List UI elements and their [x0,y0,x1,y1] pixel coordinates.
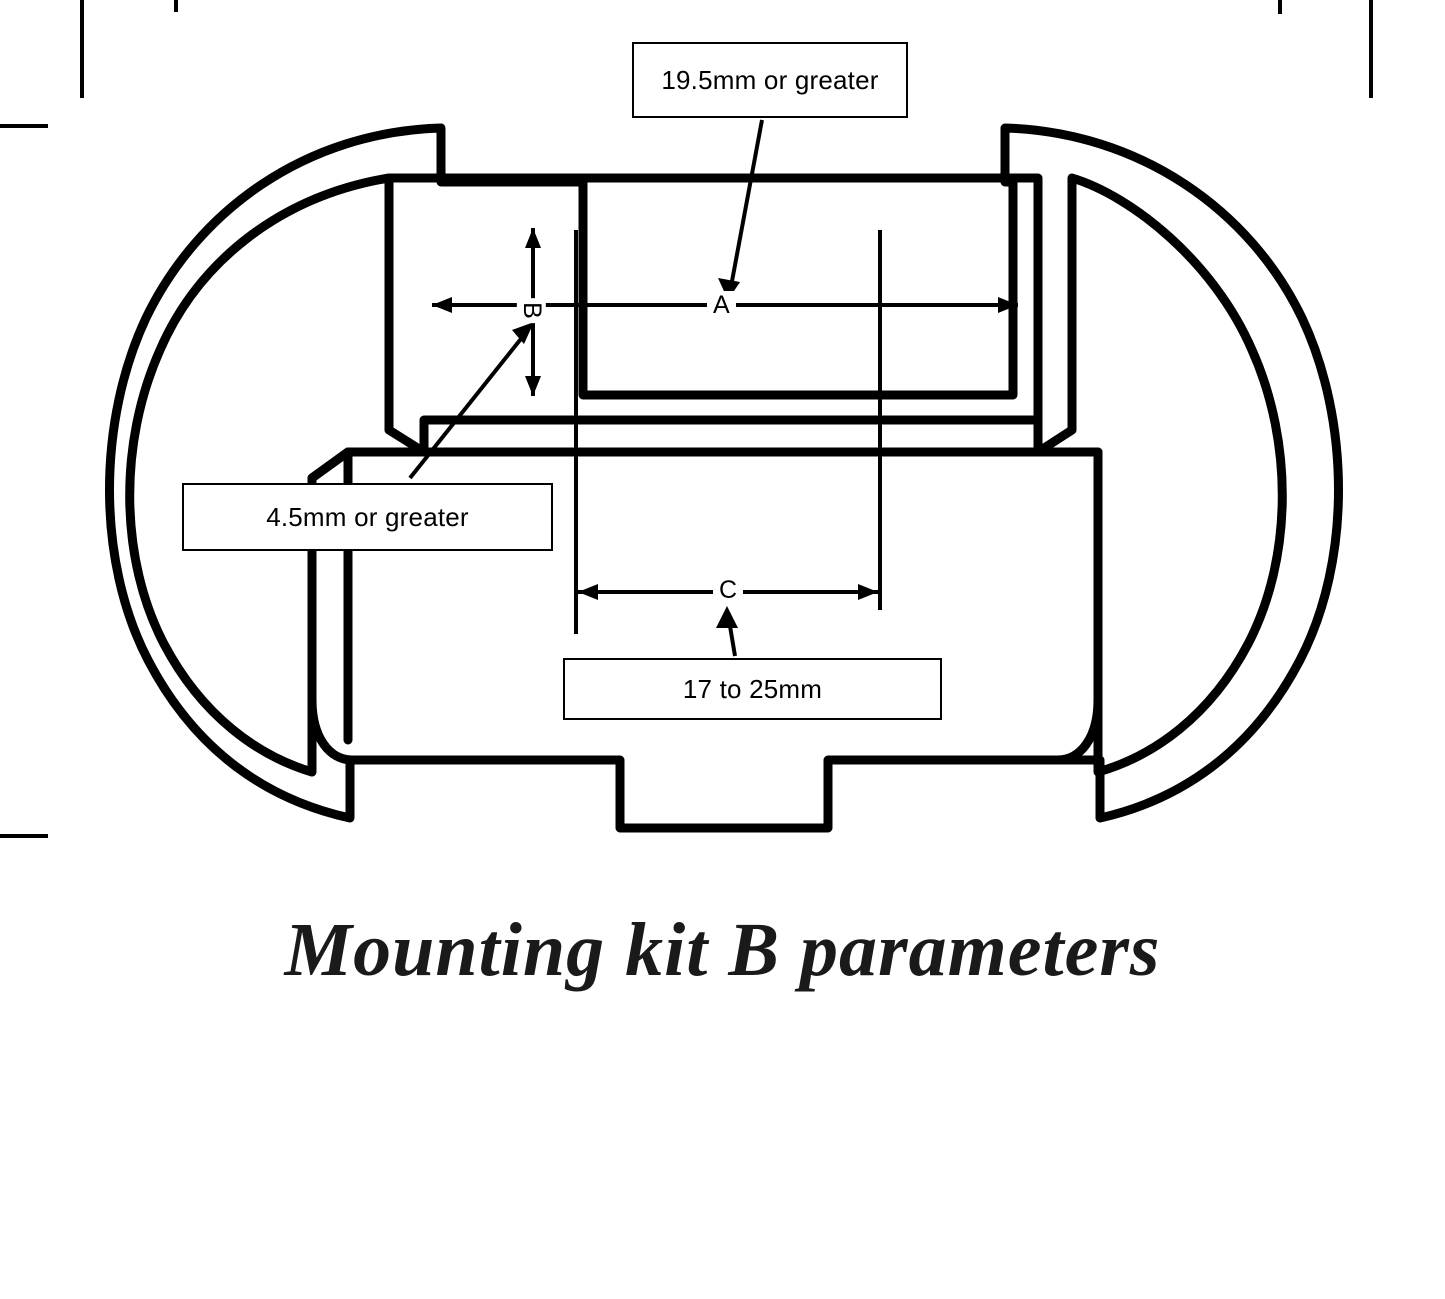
callout-c-dimension [563,658,942,720]
bar-outer-profile [110,128,1339,828]
diagram-caption: Mounting kit B parameters [284,908,1161,992]
callout-a-dimension [632,42,908,118]
callout-a-text: 19.5mm or greater [661,64,879,95]
callout-b-text: 4.5mm or greater [266,501,469,532]
callout-c-text: 17 to 25mm [682,673,823,704]
dimension-label-b: B [517,298,546,323]
dimension-label-c: C [713,576,743,605]
callout-b-dimension [182,483,553,551]
dimension-label-a: A [707,291,736,320]
